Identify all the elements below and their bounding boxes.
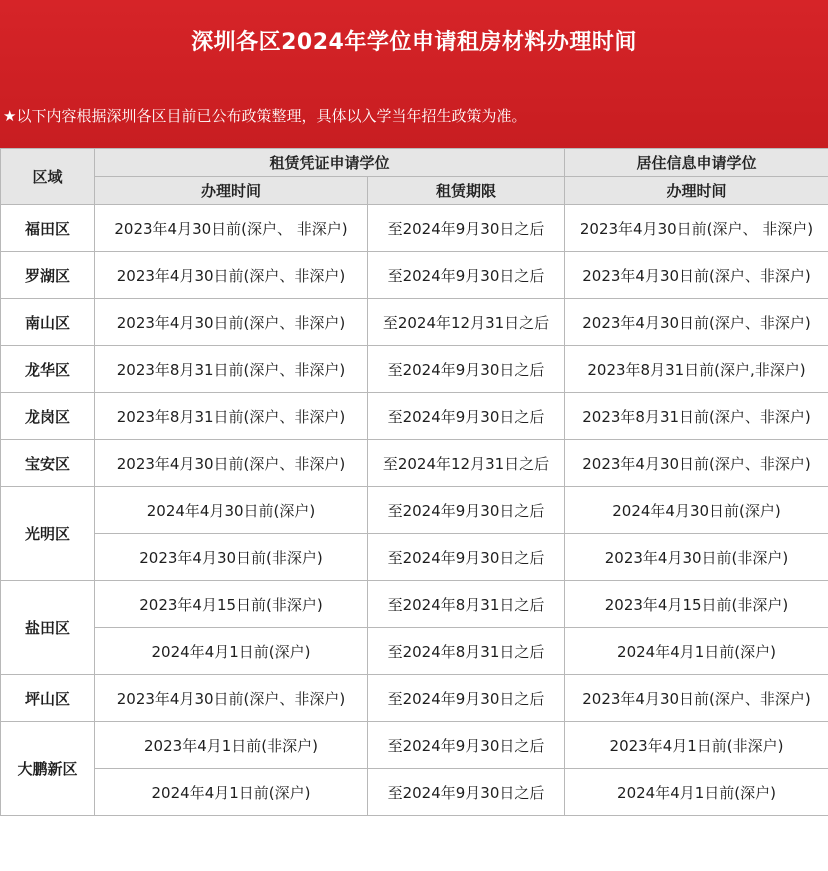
residence-time-cell: 2023年4月30日前(深户、非深户)	[565, 299, 828, 346]
rental-time-cell: 2024年4月1日前(深户)	[95, 769, 368, 816]
district-name: 龙华区	[1, 346, 95, 393]
residence-time-cell: 2024年4月30日前(深户)	[565, 487, 828, 534]
table-row	[1, 205, 828, 252]
rental-time-cell: 2023年4月30日前(深户、 非深户)	[95, 205, 368, 252]
residence-time-cell: 2023年8月31日前(深户,非深户)	[565, 346, 828, 393]
residence-time-cell: 2023年4月30日前(深户、非深户)	[565, 675, 828, 722]
rental-period-cell: 至2024年9月30日之后	[368, 205, 565, 252]
header-banner	[0, 0, 828, 148]
district-name: 盐田区	[1, 581, 95, 675]
residence-time-cell: 2023年8月31日前(深户、非深户)	[565, 393, 828, 440]
rental-time-cell: 2024年4月1日前(深户)	[95, 628, 368, 675]
table-row	[1, 534, 828, 581]
rental-time-cell: 2023年8月31日前(深户、非深户)	[95, 346, 368, 393]
rental-period-cell: 至2024年8月31日之后	[368, 581, 565, 628]
rental-period-cell: 至2024年9月30日之后	[368, 769, 565, 816]
schedule-table	[0, 148, 828, 816]
residence-time-cell: 2023年4月30日前(深户、非深户)	[565, 252, 828, 299]
district-name: 大鹏新区	[1, 722, 95, 816]
table-row	[1, 675, 828, 722]
header-residence-time: 办理时间	[565, 177, 828, 205]
rental-time-cell: 2024年4月30日前(深户)	[95, 487, 368, 534]
rental-period-cell: 至2024年12月31日之后	[368, 299, 565, 346]
header-group-rental: 租赁凭证申请学位	[95, 149, 565, 177]
rental-period-cell: 至2024年9月30日之后	[368, 346, 565, 393]
district-name: 宝安区	[1, 440, 95, 487]
district-name: 龙岗区	[1, 393, 95, 440]
district-name: 光明区	[1, 487, 95, 581]
rental-time-cell: 2023年4月15日前(非深户)	[95, 581, 368, 628]
table-body	[1, 205, 828, 816]
rental-time-cell: 2023年4月30日前(深户、非深户)	[95, 299, 368, 346]
rental-time-cell: 2023年4月1日前(非深户)	[95, 722, 368, 769]
rental-period-cell: 至2024年9月30日之后	[368, 722, 565, 769]
table-row	[1, 769, 828, 816]
district-name: 罗湖区	[1, 252, 95, 299]
rental-period-cell: 至2024年8月31日之后	[368, 628, 565, 675]
table-row	[1, 346, 828, 393]
table-row	[1, 628, 828, 675]
policy-note: ★以下内容根据深圳各区目前已公布政策整理，具体以入学当年招生政策为准。	[3, 107, 527, 125]
rental-time-cell: 2023年4月30日前(非深户)	[95, 534, 368, 581]
table-row	[1, 299, 828, 346]
rental-period-cell: 至2024年12月31日之后	[368, 440, 565, 487]
header-rental-period: 租赁期限	[368, 177, 565, 205]
rental-period-cell: 至2024年9月30日之后	[368, 487, 565, 534]
residence-time-cell: 2023年4月30日前(深户、 非深户)	[565, 205, 828, 252]
table-row	[1, 487, 828, 534]
table-row	[1, 581, 828, 628]
residence-time-cell: 2023年4月30日前(深户、非深户)	[565, 440, 828, 487]
rental-period-cell: 至2024年9月30日之后	[368, 534, 565, 581]
rental-time-cell: 2023年4月30日前(深户、非深户)	[95, 252, 368, 299]
rental-time-cell: 2023年4月30日前(深户、非深户)	[95, 675, 368, 722]
district-name: 坪山区	[1, 675, 95, 722]
table-row	[1, 252, 828, 299]
page-title: 深圳各区2024年学位申请租房材料办理时间	[191, 30, 637, 55]
rental-time-cell: 2023年8月31日前(深户、非深户)	[95, 393, 368, 440]
residence-time-cell: 2023年4月30日前(非深户)	[565, 534, 828, 581]
residence-time-cell: 2023年4月1日前(非深户)	[565, 722, 828, 769]
residence-time-cell: 2023年4月15日前(非深户)	[565, 581, 828, 628]
header-group-residence: 居住信息申请学位	[565, 149, 828, 177]
residence-time-cell: 2024年4月1日前(深户)	[565, 628, 828, 675]
rental-period-cell: 至2024年9月30日之后	[368, 393, 565, 440]
table-row	[1, 393, 828, 440]
residence-time-cell: 2024年4月1日前(深户)	[565, 769, 828, 816]
rental-period-cell: 至2024年9月30日之后	[368, 252, 565, 299]
table-row	[1, 722, 828, 769]
rental-period-cell: 至2024年9月30日之后	[368, 675, 565, 722]
rental-time-cell: 2023年4月30日前(深户、非深户)	[95, 440, 368, 487]
header-rental-time: 办理时间	[95, 177, 368, 205]
district-name: 福田区	[1, 205, 95, 252]
district-name: 南山区	[1, 299, 95, 346]
header-district: 区域	[1, 149, 95, 205]
table-row	[1, 440, 828, 487]
